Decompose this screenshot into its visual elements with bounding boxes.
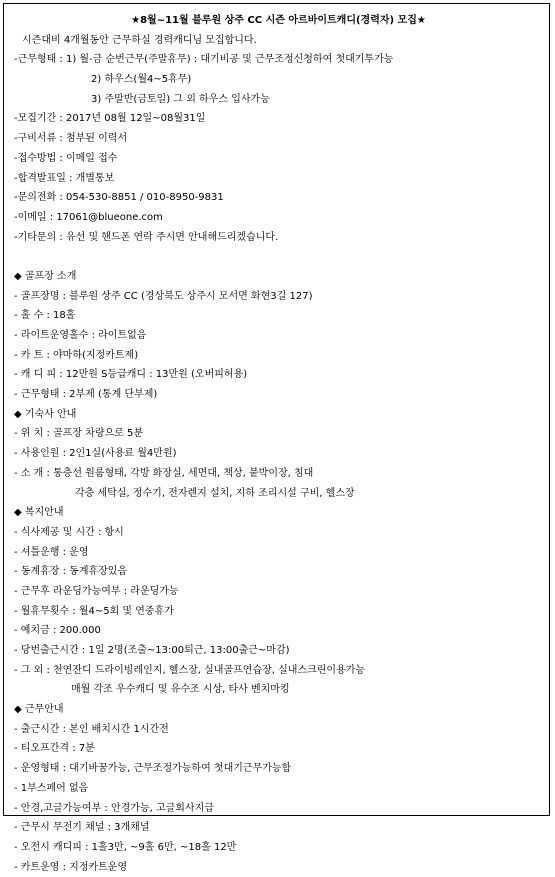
golf-info-line: - 근무형태 : 2부제 (통계 단부제): [14, 389, 158, 401]
work-type-line: -근무형태 : 1) 월-금 순번근무(주말휴무) : 대기비공 및 근무조정신청하여 첫대기투가능: [14, 54, 394, 66]
contact-email-line: -이메일 : 17061@blueone.com: [14, 211, 163, 223]
golf-info-line: - 캐 디 피 : 12만원 S등급캐디 : 13만원 (오버피허용): [14, 369, 248, 381]
dorm-info-line: - 사용인원 : 2인1실(사용료 월4만원): [14, 448, 177, 460]
golf-info-line: - 홀 수 : 18홀: [14, 310, 76, 322]
recruit-period-line: -모집기간 : 2017년 08월 12일~08월31일: [14, 113, 206, 125]
golf-info-line: - 카 트 : 야마하(지정카트제): [14, 349, 139, 361]
welfare-info-line: - 그 외 : 천연잔디 드라이빙레인지, 헬스장, 실내골프연습장, 실내스크린이용가능: [14, 664, 366, 676]
work-info-line: - 티오프간격 : 7분: [14, 743, 95, 755]
golf-info-line: - 라이트운영홀수 : 라이트없음: [14, 330, 147, 341]
dorm-info-line: - 위 치 : 골프장 차량으로 5분: [14, 428, 144, 440]
welfare-info-line: - 당번출근시간 : 1일 2명(조출~13:00퇴근, 13:00출근~마감): [14, 645, 290, 656]
document-title: ★8월~11월 블루원 상주 CC 시즌 아르바이트캐디(경력자) 모집★: [131, 15, 426, 26]
application-method-line: -접수방법 : 이메일 접수: [14, 152, 118, 164]
announcement-line: -합격발표일 : 개별통보: [14, 172, 115, 184]
welfare-info-line: - 월휴무횟수 : 월4~5회 및 연중휴가: [14, 605, 174, 617]
recruitment-document: [3, 3, 550, 873]
work-info-line: - 출근시간 : 본인 배치시간 1시간전: [14, 723, 169, 735]
dorm-info-line: 각층 세탁실, 정수기, 전자렌지 설치, 지하 조리시설 구비, 헬스장: [75, 487, 355, 499]
welfare-info-line: 매월 각조 우수캐디 및 유수조 시상, 타사 벤치마킹: [71, 684, 290, 696]
welfare-info-line: - 동계휴장 : 동계휴장있음: [14, 566, 128, 578]
golf-info-line: - 골프장명 : 블루원 상주 CC (경상북도 상주시 모서면 화현3길 127): [14, 290, 313, 302]
welfare-info-line: - 예치금 : 200.000: [14, 625, 101, 637]
welfare-info-line: - 식사제공 및 시간 : 항시: [14, 526, 124, 538]
work-info-line: - 1부스페어 없음: [14, 782, 89, 794]
work-type-option: 2) 하우스(월4~5휴무): [91, 74, 192, 86]
golf-section-heading: ◆ 골프장 소개: [14, 270, 77, 282]
blank-line: [14, 247, 543, 267]
required-documents-line: -구비서류 : 첨부된 이력서: [14, 133, 128, 145]
dorm-section-heading: ◆ 기숙사 안내: [14, 408, 77, 420]
dorm-info-line: - 소 개 : 통층선 원룸형태, 각방 화장실, 세면대, 책상, 붙박이장, 침대: [14, 467, 314, 479]
contact-phone-line: -문의전화 : 054-530-8851 / 010-8950-9831: [14, 192, 224, 204]
work-info-line: - 안경,고글가능여부 : 안경가능, 고글회사지급: [14, 802, 214, 814]
welfare-section-heading: ◆ 복지안내: [14, 507, 64, 519]
work-info-line: - 카트운영 : 지정카트운영: [14, 861, 128, 873]
other-inquiry-line: -기타문의 : 유선 및 핸드폰 연락 주시면 안내해드리겠습니다.: [14, 231, 279, 243]
work-section-heading: ◆ 근무안내: [14, 704, 64, 716]
work-info-line: - 오전시 캐디피 : 1홀3만, ~9홀 6만, ~18홀 12만: [14, 841, 237, 853]
work-type-option: 3) 주말반(금토일) 그 외 하우스 입사가능: [91, 93, 270, 105]
work-info-line: - 운영형태 : 대기바꿈가능, 근무조정가능하여 첫대기근무가능함: [14, 763, 292, 775]
welfare-info-line: - 근무후 라운딩가능여부 : 라운딩가능: [14, 585, 179, 597]
document-subtitle: 시즌대비 4개월동안 근무하실 경력캐디님 모집합니다.: [22, 34, 257, 46]
welfare-info-line: - 셔틀운행 : 운영: [14, 546, 89, 558]
work-info-line: - 근무시 무전기 채널 : 3개채널: [14, 822, 150, 834]
